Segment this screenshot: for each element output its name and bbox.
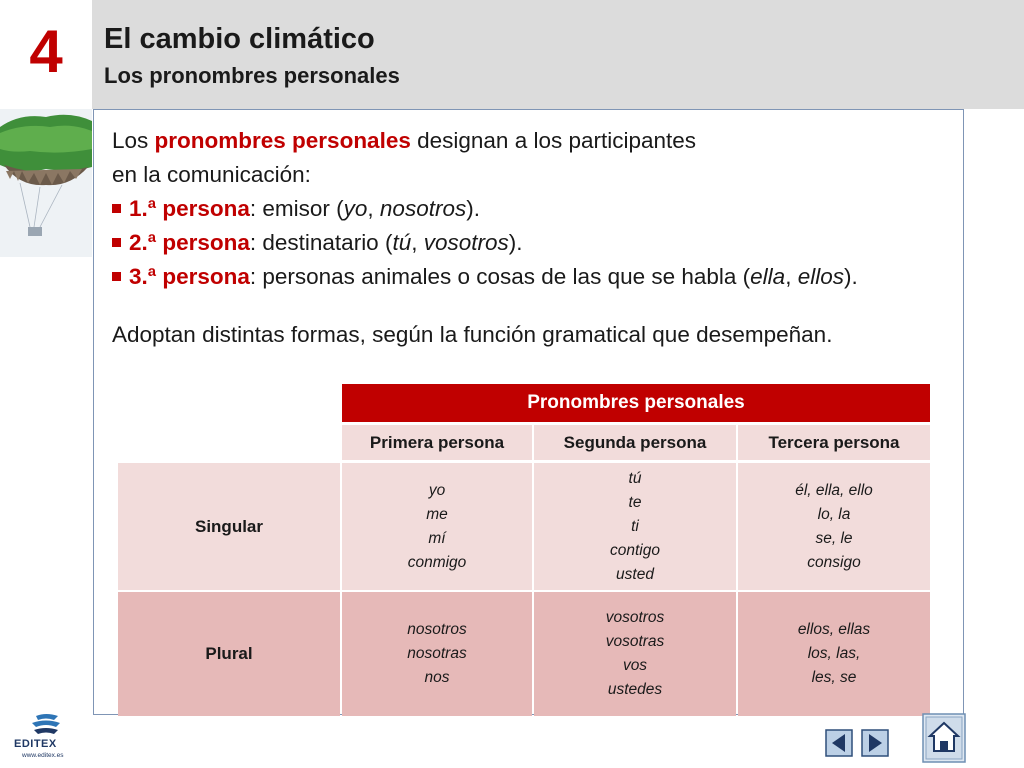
row-label-singular: Singular: [118, 463, 340, 590]
prev-arrow-icon[interactable]: [825, 729, 853, 757]
cell-singular-second: tú te ti contigo usted: [534, 463, 736, 590]
functions-paragraph: Adoptan distintas formas, según la función gramatical que desempeñan.: [112, 322, 833, 347]
row-label-plural: Plural: [118, 592, 340, 716]
col-header-first: Primera persona: [342, 425, 532, 460]
pronouns-table: [118, 384, 930, 716]
intro-text: [112, 124, 962, 294]
bullet-first-person: 1.ª persona: emisor (yo, nosotros).: [112, 192, 962, 226]
intro-line-2: en la comunicación:: [112, 162, 311, 187]
unit-badge: [0, 0, 92, 109]
editex-brand: EDITEX: [14, 738, 57, 750]
slide-title: El cambio climático: [104, 23, 375, 55]
editex-url[interactable]: www.editex.es: [22, 752, 64, 759]
table-title: Pronombres personales: [342, 384, 930, 422]
bullet-square-icon: [112, 238, 121, 247]
cell-singular-third: él, ella, ello lo, la se, le consigo: [738, 463, 930, 590]
bullet-square-icon: [112, 204, 121, 213]
bullet-square-icon: [112, 272, 121, 281]
col-header-second: Segunda persona: [534, 425, 736, 460]
balloon-island-image: [0, 109, 92, 257]
next-arrow-icon[interactable]: [861, 729, 889, 757]
bullet-second-person: 2.ª persona: destinatario (tú, vosotros).: [112, 226, 962, 260]
bullet-third-person: 3.ª persona: personas animales o cosas de las que se habla (ella, ellos).: [112, 260, 962, 294]
highlight-term: pronombres personales: [154, 128, 411, 153]
unit-number: 4: [29, 18, 63, 85]
col-header-third: Tercera persona: [738, 425, 930, 460]
home-icon[interactable]: [922, 713, 966, 763]
cell-plural-third: ellos, ellas los, las, les, se: [738, 592, 930, 716]
slide-subtitle: Los pronombres personales: [104, 63, 400, 88]
cell-singular-first: yo me mí conmigo: [342, 463, 532, 590]
cell-plural-second: vosotros vosotras vos ustedes: [534, 592, 736, 716]
intro-line-1: Los pronombres personales designan a los participantes: [112, 128, 697, 153]
cell-plural-first: nosotros nosotras nos: [342, 592, 532, 716]
